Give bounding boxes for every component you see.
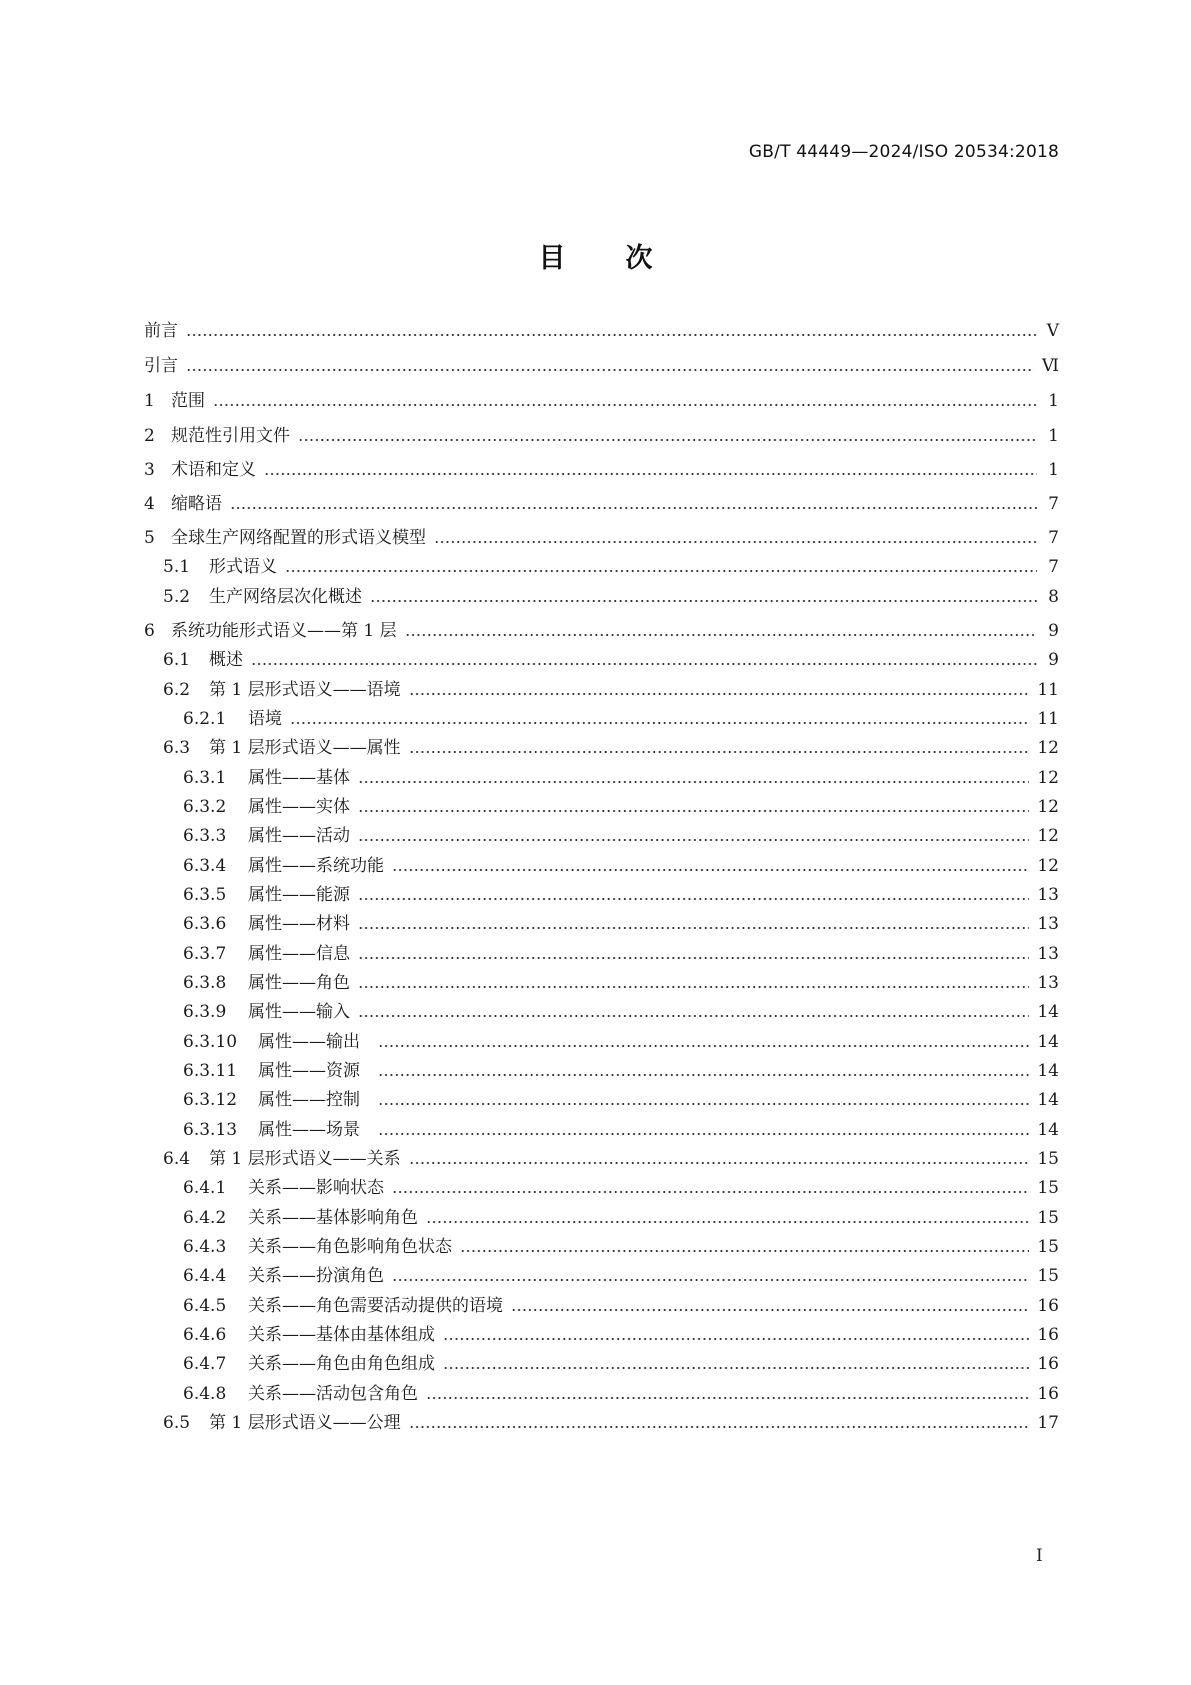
dot-leader xyxy=(434,541,1037,543)
toc-entry-number: 6.4.8 xyxy=(183,1384,227,1404)
toc-entry-label: 属性——基体 xyxy=(248,768,350,788)
toc-entry-label: 形式语义 xyxy=(209,557,277,577)
toc-entry-number: 5.2 xyxy=(163,587,191,607)
toc-entry-label: 范围 xyxy=(171,391,205,411)
dot-leader xyxy=(298,439,1037,441)
toc-entry-number: 6.4.5 xyxy=(183,1296,227,1316)
dot-leader xyxy=(370,600,1037,602)
toc-entry-6-3-10[interactable] xyxy=(144,1029,1059,1055)
toc-entry-label: 全球生产网络配置的形式语义模型 xyxy=(171,528,426,548)
toc-entry-number: 6.3.12 xyxy=(183,1090,238,1110)
toc-entry-page: 16 xyxy=(1037,1354,1059,1374)
toc-entry-6-3-12[interactable] xyxy=(144,1087,1059,1113)
toc-entry-label: 属性——系统功能 xyxy=(248,856,384,876)
toc-entry-number: 6.4.2 xyxy=(183,1208,227,1228)
toc-entry-label: 属性——活动 xyxy=(248,826,350,846)
toc-entry-label: 关系——角色由角色组成 xyxy=(248,1354,435,1374)
toc-entry-label: 缩略语 xyxy=(171,494,222,514)
toc-entry-5-1[interactable] xyxy=(144,554,1059,580)
dot-leader xyxy=(409,1162,1030,1164)
toc-entry-2[interactable] xyxy=(144,423,1059,449)
toc-entry-number: 6.3.6 xyxy=(183,914,227,934)
dot-leader xyxy=(378,1103,1029,1105)
toc-entry-page: 8 xyxy=(1048,587,1059,607)
dot-leader xyxy=(405,634,1037,636)
dot-leader xyxy=(409,1426,1030,1428)
standard-number: GB/T 44449—2024/ISO 20534:2018 xyxy=(748,142,1059,162)
toc-entry-page: 14 xyxy=(1037,1120,1059,1140)
toc-entry-6-4-8[interactable] xyxy=(144,1381,1059,1407)
dot-leader xyxy=(443,1367,1029,1369)
toc-entry-label: 概述 xyxy=(209,650,243,670)
dot-leader xyxy=(392,869,1029,871)
toc-entry-page: 14 xyxy=(1037,1090,1059,1110)
toc-entry-label: 关系——影响状态 xyxy=(248,1178,384,1198)
toc-entry-page: 14 xyxy=(1037,1002,1059,1022)
title-char-2: 次 xyxy=(625,243,653,274)
toc-entry-1[interactable] xyxy=(144,388,1059,414)
toc-entry-number: 6.3.9 xyxy=(183,1002,227,1022)
toc-entry-label: 语境 xyxy=(248,709,282,729)
toc-entry-page: 12 xyxy=(1037,797,1059,817)
toc-entry-label: 属性——资源 xyxy=(258,1061,360,1081)
toc-entry-page: 15 xyxy=(1037,1266,1059,1286)
toc-entry-introduction[interactable] xyxy=(144,353,1059,379)
toc-entry-number: 6.3.5 xyxy=(183,885,227,905)
toc-entry-label: 关系——角色影响角色状态 xyxy=(248,1237,452,1257)
toc-entry-page: 7 xyxy=(1048,557,1059,577)
dot-leader xyxy=(290,722,1029,724)
toc-entry-page: 15 xyxy=(1037,1208,1059,1228)
dot-leader xyxy=(378,1074,1029,1076)
toc-entry-number: 6.3.11 xyxy=(183,1061,238,1081)
toc-entry-page: 13 xyxy=(1037,973,1059,993)
toc-entry-label: 关系——扮演角色 xyxy=(248,1266,384,1286)
toc-entry-label: 属性——角色 xyxy=(248,973,350,993)
dot-leader xyxy=(511,1309,1029,1311)
dot-leader xyxy=(409,693,1030,695)
toc-entry-page: 12 xyxy=(1037,856,1059,876)
toc-entry-number: 6.3.10 xyxy=(183,1032,238,1052)
dot-leader xyxy=(409,751,1030,753)
dot-leader xyxy=(460,1250,1029,1252)
toc-entry-page: 15 xyxy=(1037,1149,1059,1169)
toc-entry-label: 属性——实体 xyxy=(248,797,350,817)
toc-entry-page: 17 xyxy=(1037,1413,1059,1433)
toc-entry-6-3-13[interactable] xyxy=(144,1117,1059,1143)
toc-entry-page: 13 xyxy=(1037,885,1059,905)
dot-leader xyxy=(392,1279,1029,1281)
toc-entry-label: 属性——材料 xyxy=(248,914,350,934)
toc-entry-number: 6.4.1 xyxy=(183,1178,227,1198)
toc-entry-6-3-7[interactable] xyxy=(144,941,1059,967)
toc-entry-label: 关系——角色需要活动提供的语境 xyxy=(248,1296,503,1316)
toc-entry-page: 15 xyxy=(1037,1237,1059,1257)
toc-entry-page: 12 xyxy=(1037,768,1059,788)
toc-entry-number: 6.3.4 xyxy=(183,856,227,876)
dot-leader xyxy=(264,473,1037,475)
toc-entry-5-2[interactable] xyxy=(144,584,1059,610)
toc-entry-label: 关系——基体由基体组成 xyxy=(248,1325,435,1345)
toc-entry-6-3[interactable] xyxy=(144,735,1059,761)
toc-entry-label: 属性——输入 xyxy=(248,1002,350,1022)
dot-leader xyxy=(213,404,1037,406)
toc-entry-6[interactable] xyxy=(144,618,1059,644)
toc-entry-number: 6 xyxy=(144,621,155,641)
toc-entry-label: 规范性引用文件 xyxy=(171,426,290,446)
dot-leader xyxy=(186,369,1034,371)
title-char-1: 目 xyxy=(538,243,566,274)
toc-entry-number: 6.3.13 xyxy=(183,1120,238,1140)
dot-leader xyxy=(358,898,1029,900)
toc-entry-page: Ⅴ xyxy=(1046,321,1059,341)
dot-leader xyxy=(378,1045,1029,1047)
page-title xyxy=(0,236,1191,275)
dot-leader xyxy=(358,1015,1029,1017)
toc-entry-6-4-1[interactable] xyxy=(144,1175,1059,1201)
toc-entry-page: 11 xyxy=(1037,709,1059,729)
toc-entry-number: 6.1 xyxy=(163,650,191,670)
toc-entry-page: 14 xyxy=(1037,1061,1059,1081)
toc-entry-page: 7 xyxy=(1048,528,1059,548)
toc-entry-6-3-2[interactable] xyxy=(144,794,1059,820)
toc-entry-number: 6.3.2 xyxy=(183,797,227,817)
toc-entry-number: 1 xyxy=(144,391,155,411)
dot-leader xyxy=(358,839,1029,841)
toc-entry-page: 14 xyxy=(1037,1032,1059,1052)
toc-entry-number: 6.3.3 xyxy=(183,826,227,846)
dot-leader xyxy=(443,1338,1029,1340)
toc-entry-page: 16 xyxy=(1037,1296,1059,1316)
toc-entry-number: 6.4 xyxy=(163,1149,191,1169)
toc-entry-4[interactable] xyxy=(144,491,1059,517)
toc-entry-page: 13 xyxy=(1037,914,1059,934)
toc-entry-page: 11 xyxy=(1037,680,1059,700)
toc-entry-foreword[interactable] xyxy=(144,318,1059,344)
dot-leader xyxy=(285,570,1037,572)
toc-entry-page: 1 xyxy=(1048,460,1059,480)
toc-entry-label: 关系——活动包含角色 xyxy=(248,1384,418,1404)
toc-entry-6-3-5[interactable] xyxy=(144,882,1059,908)
dot-leader xyxy=(251,663,1037,665)
toc-entry-page: 9 xyxy=(1048,650,1059,670)
page-number: Ⅰ xyxy=(1036,1546,1043,1566)
toc-entry-3[interactable] xyxy=(144,457,1059,483)
toc-entry-6-3-6[interactable] xyxy=(144,911,1059,937)
dot-leader xyxy=(358,781,1029,783)
toc-entry-label: 第 1 层形式语义——公理 xyxy=(209,1413,401,1433)
toc-entry-number: 2 xyxy=(144,426,155,446)
dot-leader xyxy=(378,1133,1029,1135)
toc-entry-page: 7 xyxy=(1048,494,1059,514)
toc-entry-label: 属性——信息 xyxy=(248,944,350,964)
toc-entry-6-3-4[interactable] xyxy=(144,853,1059,879)
toc-entry-6-4-5[interactable] xyxy=(144,1293,1059,1319)
toc-entry-page: 16 xyxy=(1037,1384,1059,1404)
toc-entry-label: 关系——基体影响角色 xyxy=(248,1208,418,1228)
toc-entry-number: 3 xyxy=(144,460,155,480)
toc-entry-label: 前言 xyxy=(144,321,178,341)
toc-entry-page: 16 xyxy=(1037,1325,1059,1345)
toc-entry-6-3-3[interactable] xyxy=(144,823,1059,849)
dot-leader xyxy=(358,810,1029,812)
toc-entry-page: 12 xyxy=(1037,826,1059,846)
toc-entry-6-3-9[interactable] xyxy=(144,999,1059,1025)
toc-entry-number: 6.4.6 xyxy=(183,1325,227,1345)
toc-entry-label: 属性——场景 xyxy=(258,1120,360,1140)
toc-entry-page: 1 xyxy=(1048,391,1059,411)
toc-entry-number: 6.4.7 xyxy=(183,1354,227,1374)
toc-entry-label: 生产网络层次化概述 xyxy=(209,587,362,607)
toc-entry-number: 6.4.4 xyxy=(183,1266,227,1286)
toc-entry-number: 6.2 xyxy=(163,680,191,700)
toc-entry-6-4-4[interactable] xyxy=(144,1263,1059,1289)
dot-leader xyxy=(358,957,1029,959)
toc-entry-6-4[interactable] xyxy=(144,1146,1059,1172)
toc-entry-label: 第 1 层形式语义——属性 xyxy=(209,738,401,758)
toc-entry-number: 4 xyxy=(144,494,155,514)
toc-entry-6-4-6[interactable] xyxy=(144,1322,1059,1348)
toc-entry-label: 第 1 层形式语义——语境 xyxy=(209,680,401,700)
toc-entry-5[interactable] xyxy=(144,525,1059,551)
toc-entry-6-4-3[interactable] xyxy=(144,1234,1059,1260)
toc-entry-number: 6.3.7 xyxy=(183,944,227,964)
toc-entry-page: 13 xyxy=(1037,944,1059,964)
dot-leader xyxy=(358,927,1029,929)
dot-leader xyxy=(426,1397,1029,1399)
dot-leader xyxy=(426,1221,1029,1223)
toc-entry-number: 6.4.3 xyxy=(183,1237,227,1257)
toc-entry-6-2[interactable] xyxy=(144,677,1059,703)
toc-entry-label: 属性——控制 xyxy=(258,1090,360,1110)
toc-entry-page: Ⅵ xyxy=(1041,356,1059,376)
toc-entry-label: 属性——输出 xyxy=(258,1032,360,1052)
toc-entry-6-5[interactable] xyxy=(144,1410,1059,1436)
toc-entry-label: 属性——能源 xyxy=(248,885,350,905)
toc-entry-number: 6.3.1 xyxy=(183,768,227,788)
toc-entry-6-1[interactable] xyxy=(144,647,1059,673)
dot-leader xyxy=(186,334,1037,336)
dot-leader xyxy=(230,507,1037,509)
toc-entry-number: 6.3.8 xyxy=(183,973,227,993)
toc-entry-label: 系统功能形式语义——第 1 层 xyxy=(171,621,397,641)
toc-entry-6-3-1[interactable] xyxy=(144,765,1059,791)
toc-entry-6-3-11[interactable] xyxy=(144,1058,1059,1084)
toc-entry-number: 6.5 xyxy=(163,1413,191,1433)
toc-entry-label: 第 1 层形式语义——关系 xyxy=(209,1149,401,1169)
toc-entry-label: 术语和定义 xyxy=(171,460,256,480)
toc-entry-6-4-2[interactable] xyxy=(144,1205,1059,1231)
toc-entry-page: 1 xyxy=(1048,426,1059,446)
toc-entry-number: 5 xyxy=(144,528,155,548)
toc-entry-number: 6.2.1 xyxy=(183,709,227,729)
toc-entry-6-2-1[interactable] xyxy=(144,706,1059,732)
dot-leader xyxy=(358,986,1029,988)
toc-entry-page: 12 xyxy=(1037,738,1059,758)
dot-leader xyxy=(392,1191,1029,1193)
toc-entry-page: 9 xyxy=(1048,621,1059,641)
toc-entry-number: 5.1 xyxy=(163,557,191,577)
toc-entry-page: 15 xyxy=(1037,1178,1059,1198)
toc-entry-number: 6.3 xyxy=(163,738,191,758)
toc-entry-6-3-8[interactable] xyxy=(144,970,1059,996)
toc-entry-label: 引言 xyxy=(144,356,178,376)
toc-entry-6-4-7[interactable] xyxy=(144,1351,1059,1377)
